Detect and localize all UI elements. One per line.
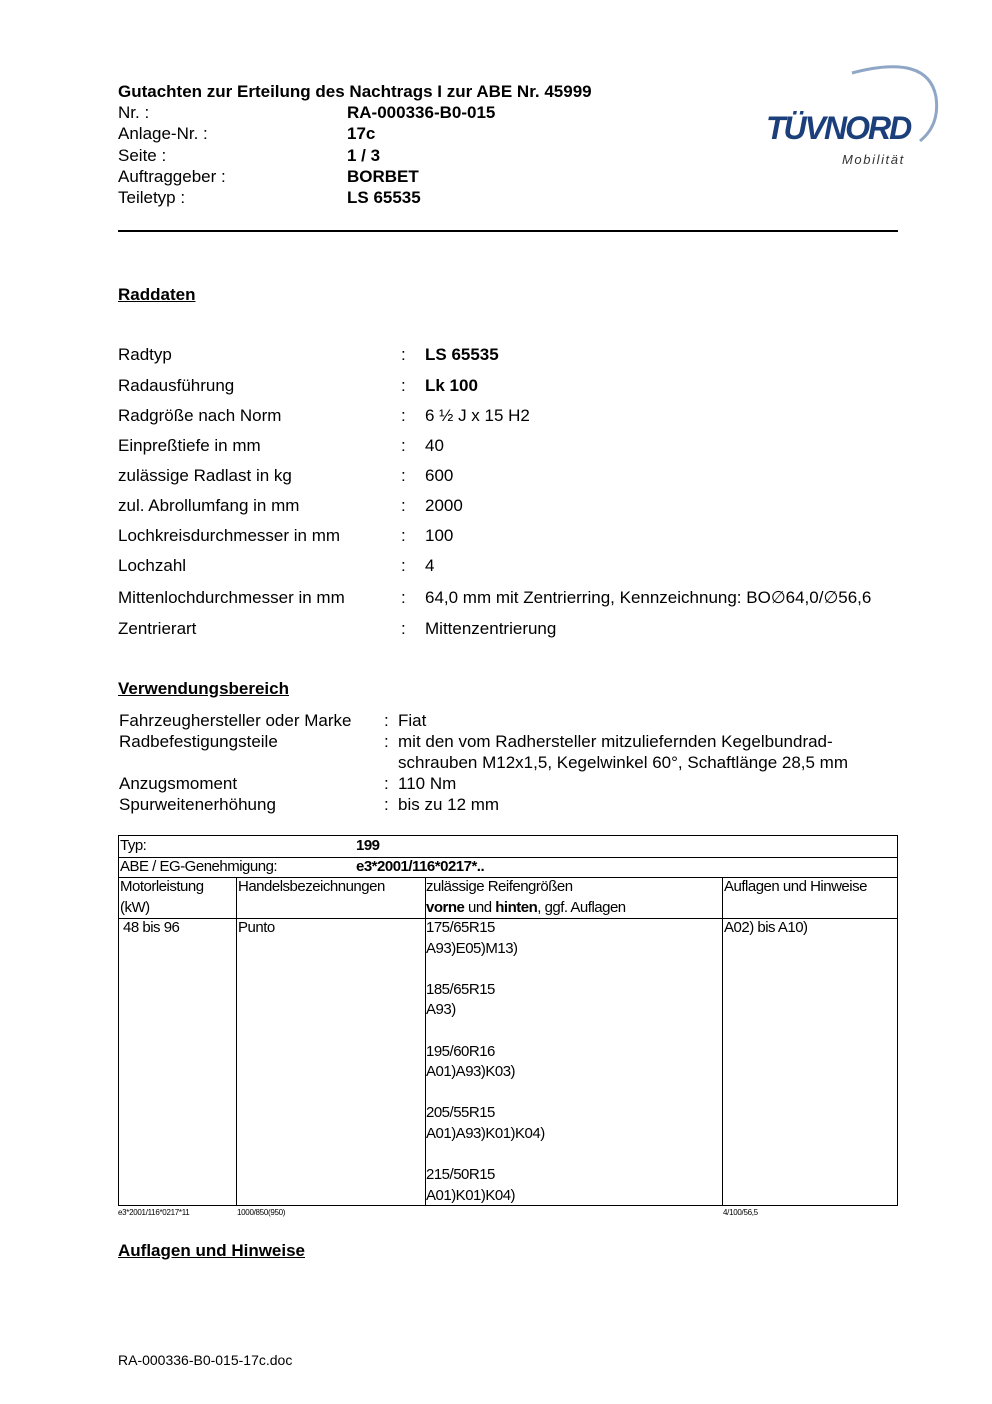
field-value-anlage: 17c [347, 124, 376, 143]
tire-notes: A01)K01)K04) [426, 1186, 516, 1204]
col-header-tires-sub [426, 898, 626, 919]
vb-label: Fahrzeughersteller oder Marke [119, 711, 352, 730]
rad-value: 600 [425, 466, 454, 485]
tire-size: 175/65R15 [426, 919, 495, 936]
abe-label: ABE / EG-Genehmigung: [120, 858, 278, 875]
rad-colon: : [401, 496, 406, 515]
rad-label: Lochzahl [118, 556, 187, 575]
rad-value: 6 ½ J x 15 H2 [425, 406, 530, 425]
col-header-vorne: vorne [426, 898, 465, 916]
vb-label: Anzugsmoment [119, 774, 238, 793]
rad-label: zul. Abrollumfang in mm [118, 496, 300, 515]
raddaten-title: Raddaten [118, 285, 196, 304]
vb-colon: : [384, 774, 389, 793]
document-title: Gutachten zur Erteilung des Nachtrags I zur ABE Nr. 45999 [118, 82, 592, 101]
auflagen-title: Auflagen und Hinweise [118, 1241, 306, 1260]
field-label-anlage: Anlage-Nr. : [118, 124, 208, 143]
vb-value: schrauben M12x1,5, Kegelwinkel 60°, Schaftlänge 28,5 mm [398, 753, 849, 772]
rad-label: Mittenlochdurchmesser in mm [118, 588, 345, 607]
rad-value: LS 65535 [425, 345, 499, 364]
col-header-tires: zulässige Reifengrößen [426, 878, 573, 895]
rad-label: Zentrierart [118, 619, 197, 638]
logo-brand-nord: NORD [824, 110, 911, 146]
row-power: 48 bis 96 [123, 919, 180, 936]
field-label-seite: Seite : [118, 146, 167, 165]
rad-value: 40 [425, 436, 444, 455]
rad-label: zulässige Radlast in kg [118, 466, 292, 485]
tire-size: 205/55R15 [426, 1104, 495, 1122]
field-value-teiletyp: LS 65535 [347, 188, 421, 207]
rad-colon: : [401, 345, 406, 364]
rad-colon: : [401, 406, 406, 425]
tire-notes: A93) [426, 1001, 456, 1019]
footnote-abe: e3*2001/116*0217*11 [118, 1208, 190, 1217]
col-header-power: Motorleistung [120, 878, 204, 895]
rad-label: Radgröße nach Norm [118, 406, 282, 425]
field-value-auftraggeber: BORBET [347, 167, 419, 186]
field-value-seite: 1 / 3 [347, 146, 381, 165]
table-col-divider [236, 877, 237, 1205]
typ-label: Typ: [120, 837, 147, 854]
col-header-hinten: hinten [495, 898, 538, 916]
col-header-power-unit: (kW) [120, 898, 150, 916]
rad-label: Radausführung [118, 376, 235, 395]
col-header-und: und [464, 898, 496, 916]
rad-colon: : [401, 526, 406, 545]
rad-label: Radtyp [118, 345, 172, 364]
rad-colon: : [401, 376, 406, 395]
header-rule [118, 230, 898, 232]
tire-size: 195/60R16 [426, 1042, 495, 1060]
vb-value: Fiat [398, 711, 427, 730]
footnote-weight: 1000/850(950) [237, 1208, 286, 1217]
footer-filename: RA-000336-B0-015-17c.doc [118, 1352, 293, 1368]
vb-value: 110 Nm [398, 774, 457, 793]
vb-value: mit den vom Radhersteller mitzuliefernden Kegelbundrad- [398, 732, 833, 751]
tire-notes: A93)E05)M13) [426, 939, 518, 957]
row-auflagen: A02) bis A10) [724, 919, 808, 936]
verwendung-title: Verwendungsbereich [118, 679, 289, 698]
rad-colon: : [401, 619, 406, 638]
rad-value: 2000 [425, 496, 463, 515]
rad-value: 64,0 mm mit Zentrierring, Kennzeichnung: BO∅64,0/∅56,6 [425, 588, 872, 607]
field-label-auftraggeber: Auftraggeber : [118, 167, 226, 186]
field-value-nr: RA-000336-B0-015 [347, 103, 496, 122]
vb-colon: : [384, 732, 389, 751]
col-header-name: Handelsbezeichnungen [238, 878, 385, 895]
rad-colon: : [401, 588, 406, 607]
rad-value: 100 [425, 526, 454, 545]
rad-colon: : [401, 556, 406, 575]
rad-value: Mittenzentrierung [425, 619, 557, 638]
footnote-bolt: 4/100/56,5 [723, 1208, 758, 1217]
vb-value: bis zu 12 mm [398, 795, 500, 814]
vb-colon: : [384, 795, 389, 814]
field-label-nr: Nr. : [118, 103, 150, 122]
vb-label: Spurweitenerhöhung [119, 795, 276, 814]
rad-colon: : [401, 436, 406, 455]
rad-value: Lk 100 [425, 376, 478, 395]
abe-value: e3*2001/116*0217*.. [356, 858, 485, 875]
tire-notes: A01)A93)K03) [426, 1063, 516, 1081]
rad-label: Lochkreisdurchmesser in mm [118, 526, 341, 545]
col-header-auflagen-suffix: , ggf. Auflagen [537, 898, 626, 916]
field-label-teiletyp: Teiletyp : [118, 188, 186, 207]
logo-brand-tu: TÜV [766, 110, 824, 146]
vb-label: Radbefestigungsteile [119, 732, 278, 751]
tire-size: 215/50R15 [426, 1166, 495, 1184]
tire-notes: A01)A93)K01)K04) [426, 1125, 545, 1142]
typ-value: 199 [356, 837, 380, 854]
logo-subtitle: Mobilität [842, 152, 905, 167]
rad-value: 4 [425, 556, 435, 575]
vehicle-table [118, 835, 898, 1206]
vb-colon: : [384, 711, 389, 730]
row-name: Punto [238, 919, 275, 936]
tire-size: 185/65R15 [426, 980, 495, 998]
col-header-auflagen: Auflagen und Hinweise [724, 878, 867, 895]
rad-colon: : [401, 466, 406, 485]
rad-label: Einpreßtiefe in mm [118, 436, 261, 455]
table-col-divider [722, 877, 723, 1205]
